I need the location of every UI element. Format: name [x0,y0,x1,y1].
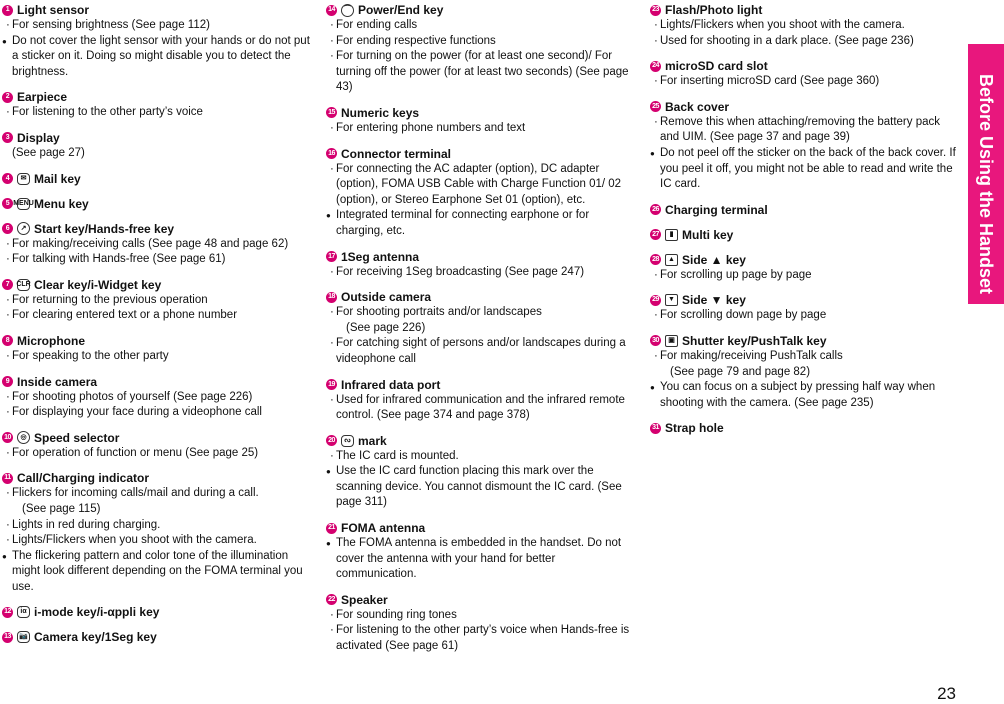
entry-title: Back cover [665,99,730,114]
entry-description: · For ending respective functions [326,34,634,50]
entry-heading [650,202,962,218]
entry-item [326,146,634,240]
entry-title: Connector terminal [341,146,452,161]
entry-title: 1Seg antenna [341,249,420,264]
entry-number-badge: 19 [326,379,337,390]
entry-item [326,105,634,137]
entry-title: Numeric keys [341,105,420,120]
entry-heading [2,221,314,237]
entry-title: microSD card slot [665,59,768,74]
entry-note: ● Do not cover the light sensor with your hands or do not put a sticker on it. Doing so might disable you to detect the brightness. [2,34,314,81]
entry-item [650,227,962,243]
entry-title: Shutter key/PushTalk key [682,333,827,348]
entry-note: ● Integrated terminal for connecting earphone or for charging, etc. [326,208,634,239]
entry-item [326,2,634,96]
entry-title: Menu key [34,196,89,211]
entry-description: · Flickers for incoming calls/mail and during a call. [2,486,314,502]
entry-description: · For operation of function or menu (See page 25) [2,446,314,462]
entry-note: ● The FOMA antenna is embedded in the handset. Do not cover the antenna with your hand for better communication. [326,536,634,583]
entry-description: · Used for shooting in a dark place. (See page 236) [650,34,962,50]
entry-description: · For scrolling down page by page [650,308,962,324]
entry-number-badge: 1 [2,5,13,16]
section-tab-title: Before Using the Handset [976,74,996,295]
key-icon: ↗ [17,222,30,235]
entry-heading [2,2,314,18]
entry-number-badge: 5 [2,198,13,209]
entry-number-badge: 10 [2,432,13,443]
entry-description: · For receiving 1Seg broadcasting (See page 247) [326,265,634,281]
entry-title: Inside camera [17,374,98,389]
entry-number-badge: 6 [2,223,13,234]
entry-title: Charging terminal [665,202,768,217]
entry-item [2,196,314,212]
entry-number-badge: 22 [326,594,337,605]
entry-heading [2,374,314,390]
entry-item [2,604,314,620]
entry-description: · For speaking to the other party [2,349,314,365]
entry-description: · For catching sight of persons and/or landscapes during a videophone call [326,336,634,367]
entry-description: · For scrolling up page by page [650,268,962,284]
entry-title: Strap hole [665,421,724,436]
column-1 [2,2,314,645]
entry-number-badge: 27 [650,229,661,240]
entry-description: · For listening to the other party’s voice when Hands-free is activated (See page 61) [326,623,634,654]
entry-item [326,433,634,511]
entry-heading [326,289,634,305]
entry-heading [2,430,314,446]
entry-number-badge: 25 [650,101,661,112]
entry-description: · Lights/Flickers when you shoot with the camera. [2,533,314,549]
key-icon: ▮ [665,229,678,241]
entry-title: Start key/Hands-free key [34,221,175,236]
entry-number-badge: 30 [650,335,661,346]
entry-description: · For making/receiving calls (See page 48 and page 62) [2,237,314,253]
entry-heading [650,58,962,74]
key-icon: ▣ [665,335,678,347]
entry-item [2,221,314,268]
entry-heading [2,277,314,293]
entry-heading [650,420,962,436]
entry-description: · Remove this when attaching/removing the battery pack and UIM. (See page 37 and page 39) [650,115,962,146]
key-icon: MENU [17,198,30,210]
entry-heading [326,2,634,18]
entry-number-badge: 26 [650,204,661,215]
entry-description: · For making/receiving PushTalk calls [650,349,962,365]
entry-item [650,58,962,90]
entry-heading [326,249,634,265]
entry-number-badge: 16 [326,148,337,159]
entry-number-badge: 13 [2,632,13,643]
entry-description: (See page 79 and page 82) [670,365,811,378]
entry-number-badge: 4 [2,173,13,184]
entry-item [2,430,314,462]
entry-number-badge: 23 [650,5,661,16]
entry-title: Flash/Photo light [665,3,763,17]
key-icon: ⌒ [341,4,354,17]
entry-item [650,202,962,218]
entry-description: · For shooting portraits and/or landscapes [326,305,634,321]
entry-note: ● Use the IC card function placing this mark over the scanning device. You cannot dismount the IC card. (See page 311) [326,464,634,511]
entry-item [2,89,314,121]
entry-description: · For returning to the previous operation [2,293,314,309]
entry-title: Camera key/1Seg key [34,630,157,645]
entry-number-badge: 18 [326,292,337,303]
entry-description: · For clearing entered text or a phone number [2,308,314,324]
entry-title: Speaker [341,592,388,607]
entry-title: Outside camera [341,290,432,305]
entry-item [650,2,962,49]
key-icon: ▼ [665,294,678,306]
entry-number-badge: 3 [2,132,13,143]
entry-description: · Used for infrared communication and the infrared remote control. (See page 374 and page 378) [326,393,634,424]
entry-heading [2,604,314,620]
entry-title: Call/Charging indicator [17,471,150,486]
entry-description: · For inserting microSD card (See page 360) [650,74,962,90]
column-3 [650,2,962,436]
entry-heading [326,146,634,162]
entry-item [650,252,962,284]
entry-item [2,333,314,365]
entry-heading [2,196,314,212]
entry-heading [326,377,634,393]
entry-note: ● You can focus on a subject by pressing half way when shooting with the camera. (See page 235) [650,380,962,411]
entry-item [326,249,634,281]
entry-heading [326,592,634,608]
entry-item [326,592,634,655]
entry-item [2,130,314,162]
entry-item [650,420,962,436]
entry-number-badge: 14 [326,5,337,16]
entry-description: · For entering phone numbers and text [326,121,634,137]
entry-title: Light sensor [17,3,90,17]
entry-item [326,520,634,583]
entry-number-badge: 2 [2,92,13,103]
entry-item [326,289,634,367]
entry-item [2,277,314,324]
entry-title: Mail key [34,171,81,186]
entry-title: Side ▲ key [682,252,746,267]
entry-number-badge: 9 [2,376,13,387]
entry-description: (See page 115) [22,502,101,515]
entry-number-badge: 28 [650,254,661,265]
entry-item [2,629,314,645]
entry-number-badge: 8 [2,335,13,346]
entry-number-badge: 12 [2,607,13,618]
entry-title: Earpiece [17,90,68,105]
entry-number-badge: 31 [650,423,661,434]
entry-number-badge: 24 [650,61,661,72]
entry-description: · For listening to the other party’s voice [2,105,314,121]
entry-number-badge: 21 [326,523,337,534]
entry-description: (See page 226) [346,321,426,334]
entry-item [326,377,634,424]
entry-description: · For connecting the AC adapter (option), DC adapter (option), FOMA USB Cable with Charge Function 01/ 02 (option), or Stereo Earphone Set 01 (option), etc. [326,162,634,209]
key-icon: ▲ [665,254,678,266]
entry-number-badge: 29 [650,295,661,306]
key-icon: ✉ [17,173,30,185]
entry-heading [2,333,314,349]
entry-description: · For shooting photos of yourself (See page 226) [2,390,314,406]
entry-title: FOMA antenna [341,521,426,536]
entry-title: Display [17,130,60,145]
entry-number-badge: 15 [326,107,337,118]
entry-heading [650,252,962,268]
entry-title: i-mode key/i-αppli key [34,605,160,620]
page-number: 23 [937,684,956,703]
key-icon: iα [17,606,30,618]
entry-description: · For sensing brightness (See page 112) [2,18,314,34]
entry-heading [650,333,962,349]
entry-heading [650,2,962,18]
entry-heading [2,470,314,486]
entry-title: Infrared data port [341,377,441,392]
entry-description: · The IC card is mounted. [326,449,634,465]
entry-title: Microphone [17,333,85,348]
entry-heading [650,227,962,243]
entry-number-badge: 11 [2,473,13,484]
entry-note: ● Do not peel off the sticker on the back of the back cover. If you peel it off, you might not be able to read and write the IC card. [650,146,962,193]
entry-heading [2,89,314,105]
entry-item [2,171,314,187]
entry-heading [326,433,634,449]
key-icon: ᔓ [341,435,354,447]
key-icon: ◎ [17,431,30,444]
entry-number-badge: 20 [326,435,337,446]
entry-title: Power/End key [358,3,444,17]
entry-description: · For sounding ring tones [326,608,634,624]
entry-heading [326,520,634,536]
entry-heading [2,629,314,645]
key-icon: CLR [17,279,30,291]
entry-description: · Lights/Flickers when you shoot with the camera. [650,18,962,34]
entry-title: Multi key [682,227,734,242]
entry-number-badge: 7 [2,279,13,290]
entry-item [2,374,314,421]
entry-title: Speed selector [34,430,120,445]
entry-description: (See page 27) [12,146,85,159]
entry-heading [2,171,314,187]
entry-heading [2,130,314,146]
entry-item [650,333,962,411]
entry-heading [326,105,634,121]
entry-heading [650,99,962,115]
entry-item [2,470,314,595]
entry-item [2,2,314,80]
entry-number-badge: 17 [326,251,337,262]
entry-description: · For ending calls [326,18,634,34]
entry-title: mark [358,433,387,448]
entry-note: ● The flickering pattern and color tone of the illumination might look different depending on the FOMA terminal you use. [2,549,314,596]
entry-description: · For displaying your face during a videophone call [2,405,314,421]
entry-description: · Lights in red during charging. [2,518,314,534]
column-2 [326,2,634,655]
key-icon: 📷 [17,631,30,643]
entry-title: Side ▼ key [682,293,746,308]
entry-title: Clear key/i-Widget key [34,277,162,292]
entry-description: · For turning on the power (for at least one second)/ For turning off the power (for at least two seconds) (See page 43) [326,49,634,96]
entry-description: · For talking with Hands-free (See page 61) [2,252,314,268]
entry-item [650,292,962,324]
entry-item [650,99,962,193]
entry-heading [650,292,962,308]
